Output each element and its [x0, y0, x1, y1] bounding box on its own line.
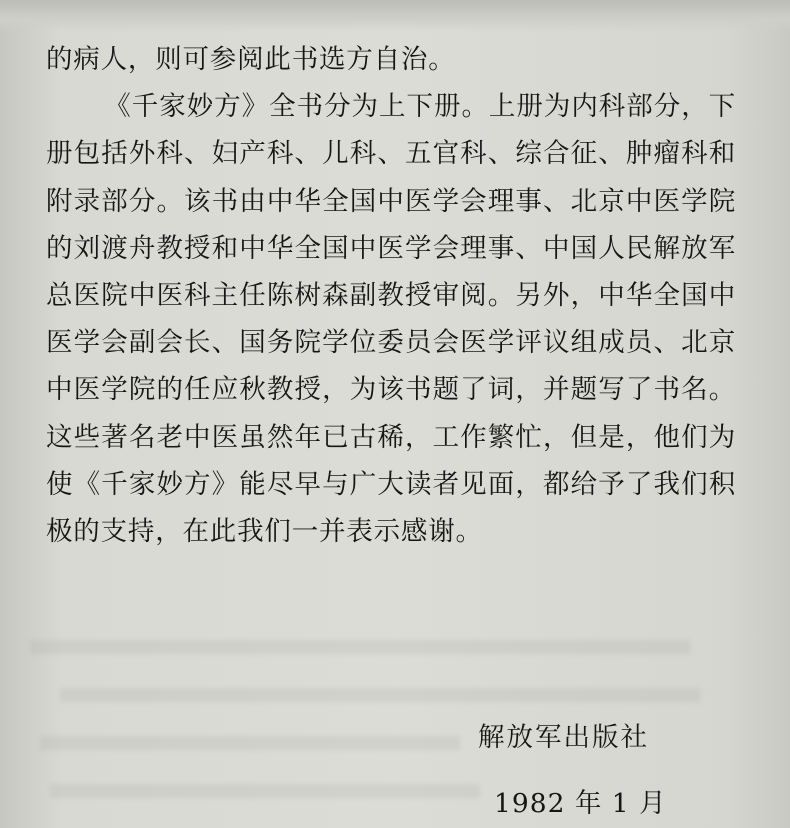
page-top-shadow	[0, 0, 790, 32]
acknowledgement-paragraph: 《千家妙方》全书分为上下册。上册为内科部分，下册包括外科、妇产科、儿科、五官科、综合征、肿瘤科和附录部分。该书由中华全国中医学会理事、北京中医学院的刘渡舟教授和中华全国中医学会理事、中国人民解放军总医院中医科主任陈树森副教授审阅。另外，中华全国中医学会副会长、国务院学位委员会医学评议组成员、北京中医学院的任应秋教授，为该书题了词，并题写了书名。这些著名老中医虽然年已古稀，工作繁忙，但是，他们为使《千家妙方》能尽早与广大读者见面，都给予了我们积极的支持，在此我们一并表示感谢。	[46, 91, 736, 548]
continuation-line: 的病人，则可参阅此书选方自治。	[46, 44, 456, 75]
preface-text	[46, 36, 736, 555]
publication-date: 1982 年 1 月	[494, 788, 667, 819]
publisher-signature: 解放军出版社	[478, 722, 649, 753]
